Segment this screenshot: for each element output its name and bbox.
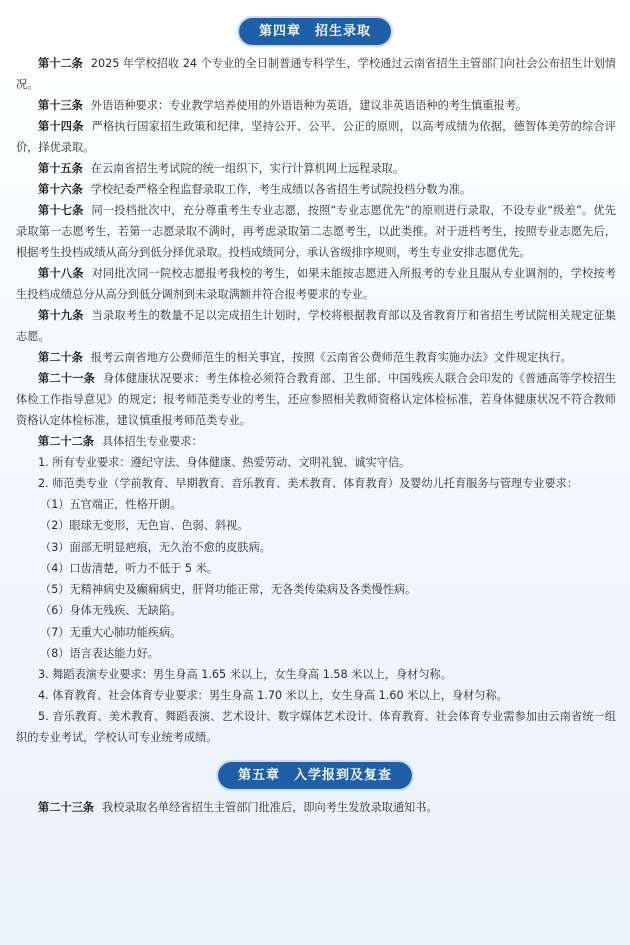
sub-requirement: （1）五官端正，性格开朗。 [40, 498, 182, 511]
article-16 [16, 179, 616, 200]
article-text: 当录取考生的数量不足以完成招生计划时，学校将根据教育部以及省教育厅和省招生考试院相关规定征集志愿。 [16, 309, 616, 343]
chapter-5-title: 第五章 入学报到及复查 [218, 762, 412, 789]
sub-requirement: （4）口齿清楚，听力不低于 5 米。 [40, 561, 218, 575]
sub-requirement: （5）无精神病史及癫痫病史，肝肾功能正常，无各类传染病及各类慢性病。 [40, 583, 417, 597]
article-text: 2025 年学校招收 24 个专业的全日制普通专科学生，学校通过云南省招生主管部门向社会公布招生计划情况。 [16, 57, 616, 91]
chapter-4-header [0, 0, 630, 53]
sub-requirement: （6）身体无残疾、无缺陷。 [40, 604, 182, 618]
article-15 [16, 158, 616, 179]
sub-requirement: （7）无重大心肺功能疾病。 [40, 625, 182, 639]
article-17 [16, 200, 616, 263]
article-text: 严格执行国家招生政策和纪律，坚持公开、公平、公正的原则，以高考成绩为依据，德智体美劳的综合评价，择优录取。 [16, 120, 616, 154]
article-number: 第十五条 [38, 162, 83, 175]
article-text: 学校纪委严格全程监督录取工作，考生成绩以各省招生考试院投档分数为准。 [90, 183, 472, 196]
article-number: 第二十三条 [38, 801, 94, 815]
article-number: 第二十条 [38, 351, 83, 364]
article-text: 在云南省招生考试院的统一组织下，实行计算机网上远程录取。 [90, 162, 405, 175]
article-12 [16, 53, 616, 95]
chapter-4-title: 第四章 招生录取 [239, 18, 391, 45]
article-number: 第十七条 [38, 204, 84, 217]
article-21 [16, 368, 616, 431]
article-text: 同一投档批次中，充分尊重考生专业志愿，按照“专业志愿优先”的原则进行录取，不设专业“级差”。优先录取第一志愿考生，若第一志愿录取不满时，再考虑录取第二志愿考生，以此类推。对于进档考生，按照专业志愿先后，根据考生投档成绩从高分到低分择优录取。投档成绩同分，承认省级排序规则，考生专业安排志愿优先。 [16, 204, 616, 259]
article-text: 我校录取名单经省招生主管部门批准后，即向考生发放录取通知书。 [101, 801, 438, 815]
sub-requirement: （8）语言表达能力好。 [40, 647, 159, 661]
article-19 [16, 305, 616, 347]
article-13 [16, 95, 616, 116]
article-number: 第十四条 [38, 120, 84, 133]
article-22 [16, 431, 616, 452]
requirement-2: 2. 师范类专业（学前教育、早期教育、音乐教育、美术教育、体育教育）及婴幼儿托育服务与管理专业要求： [38, 477, 579, 490]
article-number: 第十六条 [38, 183, 83, 196]
article-number: 第十九条 [38, 309, 84, 322]
article-20 [16, 347, 616, 368]
article-text: 报考云南省地方公费师范生的相关事宜，按照《云南省公费师范生教育实施办法》文件规定执行。 [90, 351, 572, 364]
article-number: 第二十一条 [38, 372, 96, 385]
requirement-3: 3. 舞蹈表演专业要求：男生身高 1.65 米以上，女生身高 1.58 米以上，身材匀称。 [38, 668, 452, 682]
article-text: 外语语种要求：专业教学培养使用的外语语种为英语，建议非英语语种的考生慎重报考。 [90, 99, 528, 112]
article-18 [16, 263, 616, 305]
chapter-5-header [0, 748, 630, 797]
article-number: 第十三条 [38, 99, 83, 112]
article-text: 身体健康状况要求：考生体检必须符合教育部、卫生部、中国残疾人联合会印发的《普通高等学校招生体检工作指导意见》的规定；报考师范类专业的考生，还应参照相关教师资格认定体检标准，若身体健康状况不符合教师资格认定体检标准，建议慎重报考师范类专业。 [16, 372, 616, 427]
article-text: 对同批次同一院校志愿报考我校的考生，如果未能按志愿进入所报考的专业且服从专业调剂的，学校按考生投档成绩总分从高分到低分调剂到未录取满额并符合报考要求的专业。 [16, 267, 616, 301]
article-number: 第十二条 [38, 57, 83, 70]
requirement-5: 5. 音乐教育、美术教育、舞蹈表演、艺术设计、数字媒体艺术设计、体育教育、社会体育专业需参加由云南省统一组织的专业考试，学校认可专业统考成绩。 [16, 710, 616, 745]
sub-requirement: （3）面部无明显疤痕，无久治不愈的皮肤病。 [40, 540, 271, 554]
article-text: 具体招生专业要求： [101, 435, 203, 448]
article-23 [16, 797, 616, 818]
article-number: 第十八条 [38, 267, 84, 280]
article-number: 第二十二条 [38, 435, 94, 448]
sub-requirement: （2）眼球无变形，无色盲、色弱、斜视。 [40, 519, 249, 533]
requirement-4: 4. 体育教育、社会体育专业要求：男生身高 1.70 米以上，女生身高 1.60 米以上，身材匀称。 [38, 689, 508, 703]
article-14 [16, 116, 616, 158]
requirement-1: 1. 所有专业要求：遵纪守法、身体健康、热爱劳动、文明礼貌、诚实守信。 [38, 456, 411, 469]
